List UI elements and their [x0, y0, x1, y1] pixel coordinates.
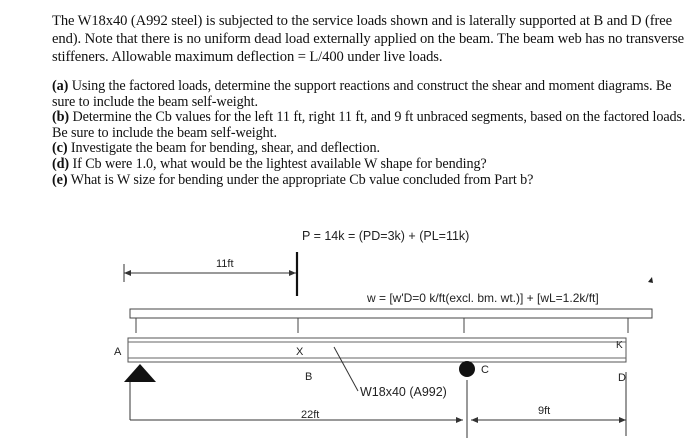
- label-a: A: [114, 346, 122, 358]
- dim-left-arrow-a: [124, 270, 131, 276]
- part-label: (d): [52, 155, 70, 172]
- label-d: D: [618, 372, 626, 384]
- problem-intro: The W18x40 (A992 steel) is subjected to the service loads shown and is laterally supported at B and D (free end). Note that there is no uniform dead load externally applied on the beam. The beam web has no transverse stiffeners. Allowable maximum deflection = L/400 under live loads.: [52, 13, 685, 65]
- label-b: B: [305, 371, 313, 383]
- part-label: (e): [52, 171, 68, 188]
- dim-overhang-arrow-a: [471, 417, 478, 423]
- part-text: What is W size for bending under the appropriate Cb value concluded from Part b?: [70, 171, 534, 188]
- dim-overhang-arrow-b: [619, 417, 626, 423]
- part-text: Determine the Cb values for the left 11 ft, right 11 ft, and 9 ft unbraced segments, based on the factored loads. Be sure to include the beam self-weight.: [52, 109, 686, 141]
- part-label: (a): [52, 78, 69, 94]
- roller-support-c: [459, 361, 475, 377]
- part-text: Investigate the beam for bending, shear, and deflection.: [70, 140, 380, 157]
- dim-overhang-label: 9ft: [538, 405, 551, 417]
- part-text: If Cb were 1.0, what would be the lightest available W shape for bending?: [72, 155, 487, 172]
- label-c: C: [481, 364, 489, 376]
- corner-mark: [648, 277, 653, 283]
- dim-left-arrow-b: [289, 270, 296, 276]
- label-x: X: [296, 346, 304, 358]
- distributed-load-band: [130, 309, 652, 318]
- part-label: (c): [52, 140, 68, 157]
- section-pointer: [334, 347, 358, 391]
- label-k: K: [616, 340, 623, 351]
- pin-support-a: [124, 364, 156, 382]
- dim-left-label: 11ft: [216, 258, 234, 270]
- part-label: (b): [52, 109, 70, 126]
- section-label: W18x40 (A992): [360, 385, 447, 399]
- point-load-label: P = 14k = (PD=3k) + (PL=11k): [302, 229, 470, 243]
- part-text: Using the factored loads, determine the support reactions and construct the shear and moment diagrams. Be sure to include the beam self-weight.: [52, 78, 672, 110]
- dim-main-label: 22ft: [301, 409, 320, 421]
- distributed-load-label: w = [w'D=0 k/ft(excl. bm. wt.)] + [wL=1.2k/ft]: [367, 291, 599, 305]
- dim-main-arrow: [456, 417, 463, 423]
